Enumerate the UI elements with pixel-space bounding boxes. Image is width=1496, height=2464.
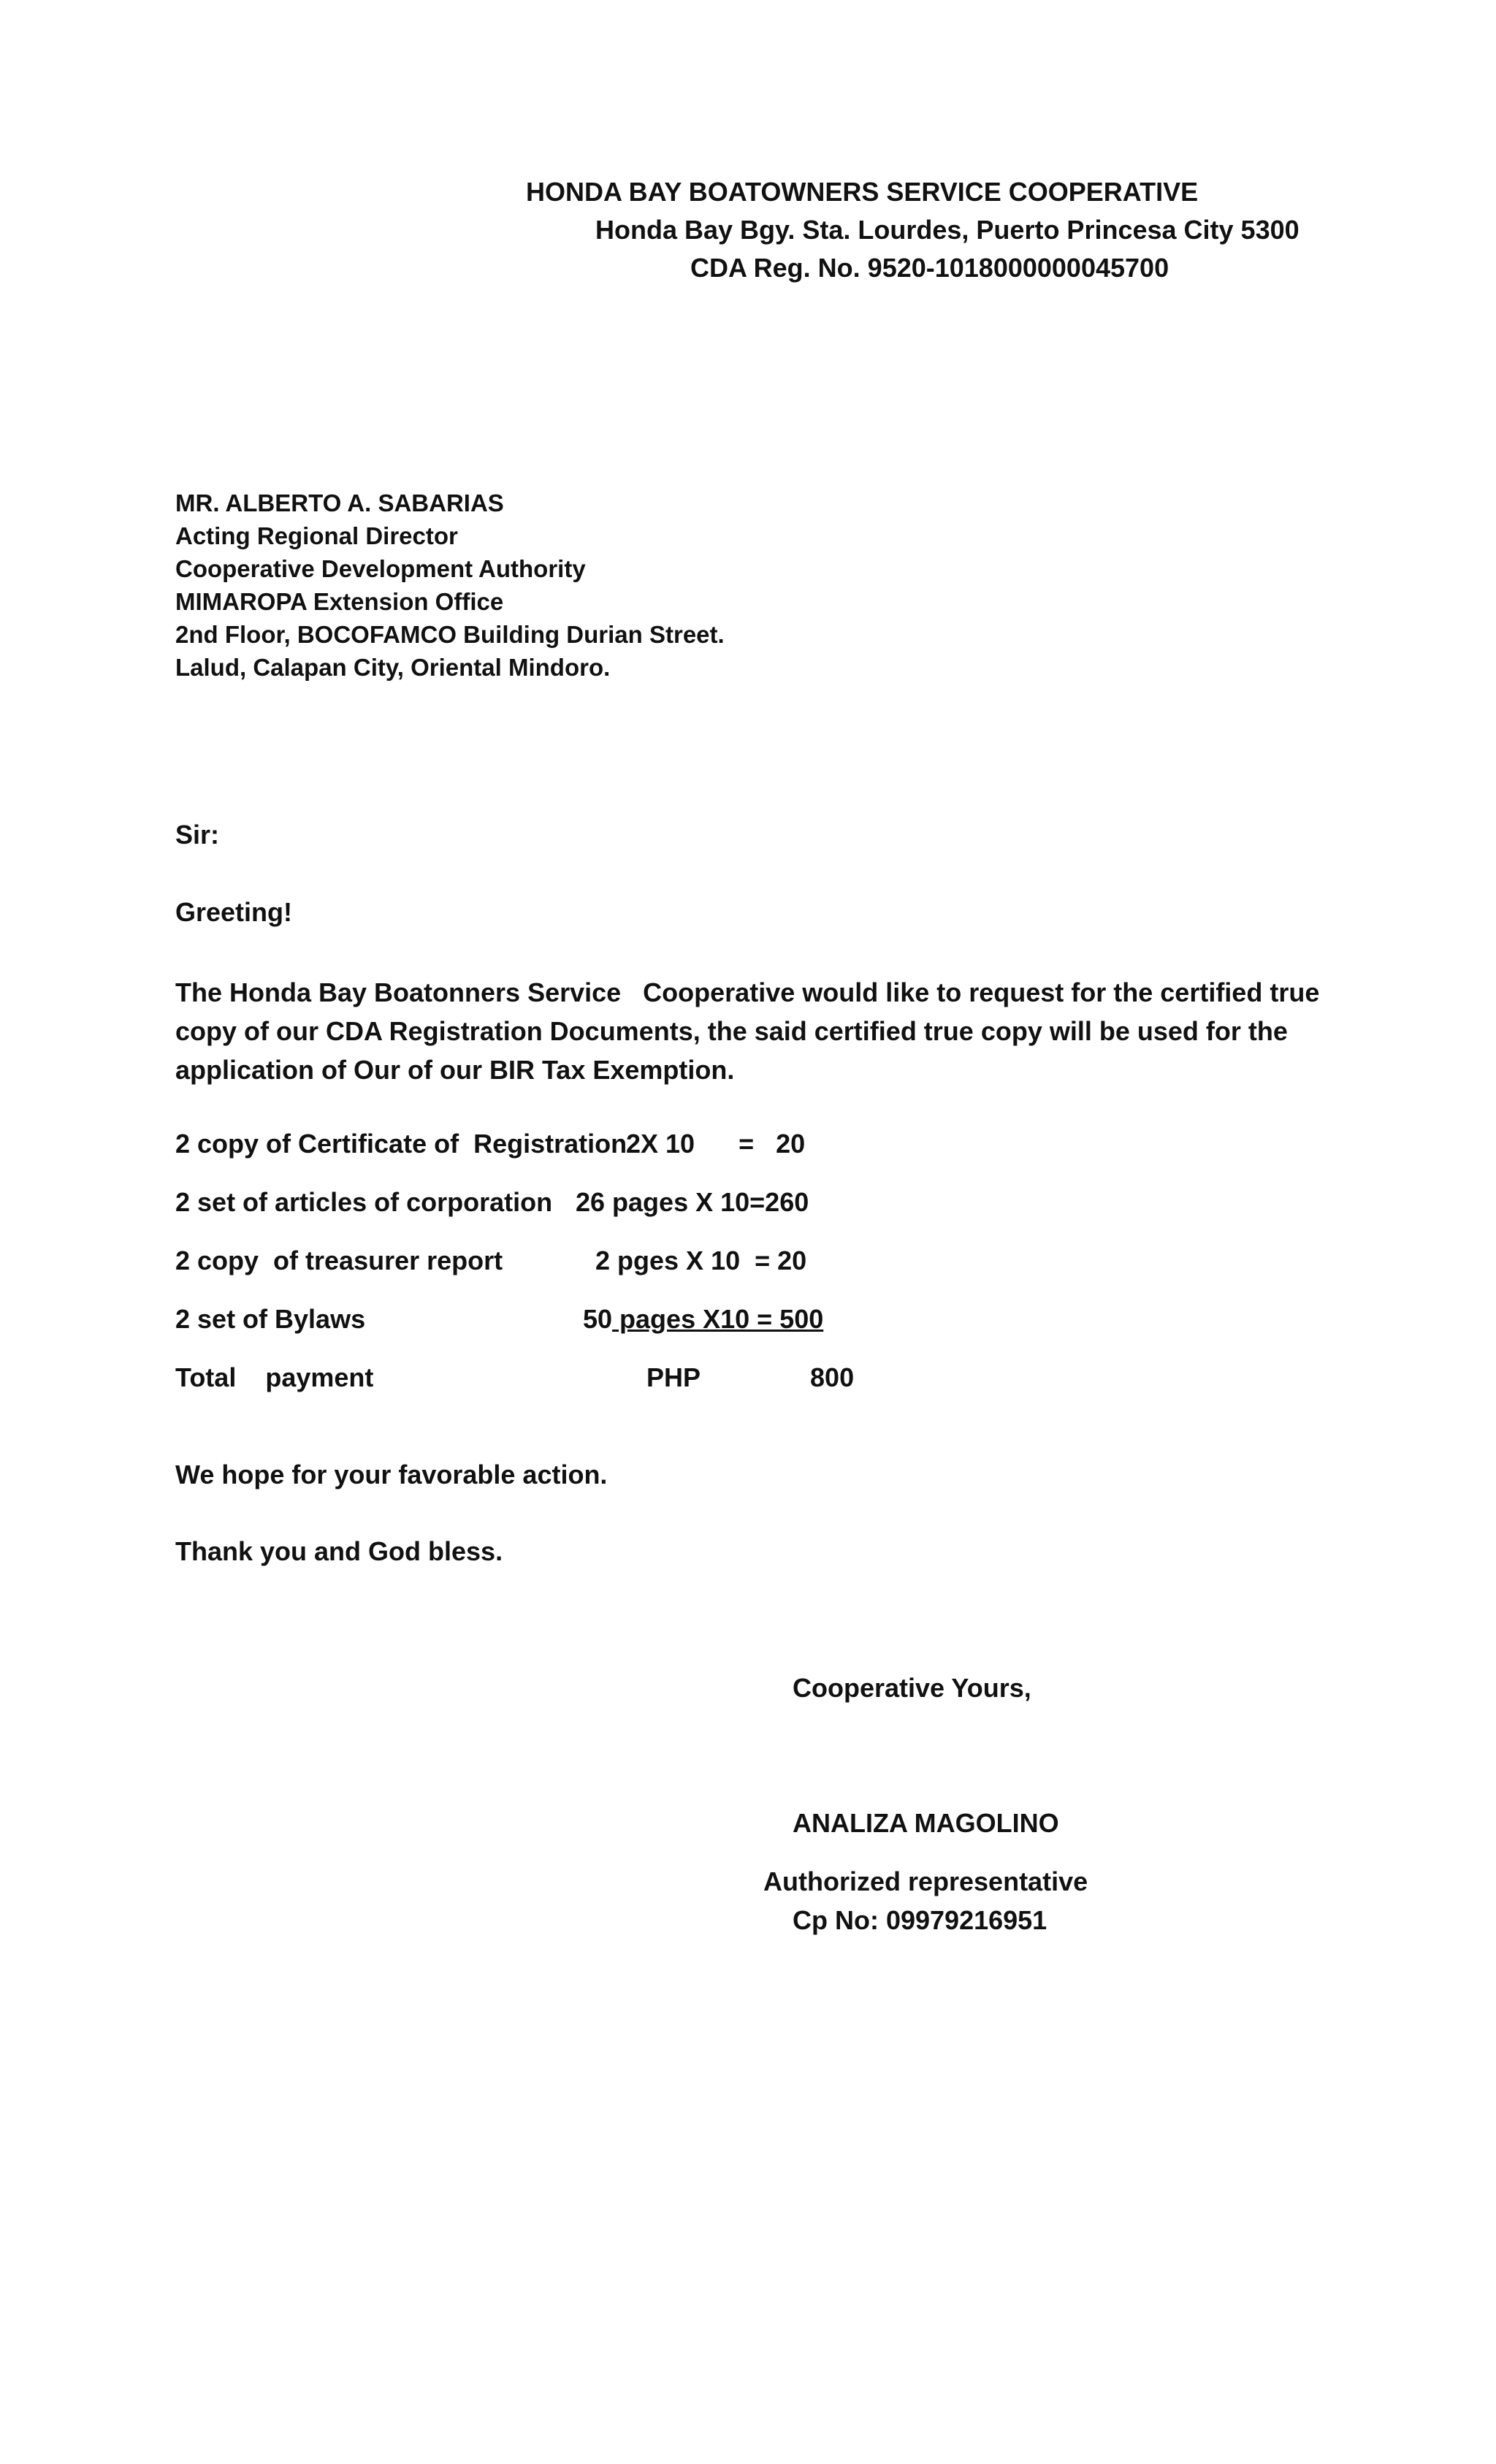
recipient-position: Acting Regional Director [175, 522, 458, 549]
item-calculation: 2X 10 = 20 [626, 1129, 806, 1159]
total-payment-row [175, 1362, 1052, 1397]
item-calc-underlined: pages X10 = 500 [612, 1304, 824, 1334]
paragraph-line: application of Our of our BIR Tax Exemption. [175, 1055, 735, 1085]
closing-line: Thank you and God bless. [175, 1536, 503, 1566]
item-label: 2 set of Bylaws [175, 1304, 366, 1334]
signatory-title: Authorized representative [763, 1866, 1088, 1896]
recipient-address-line2: Lalud, Calapan City, Oriental Mindoro. [175, 654, 611, 681]
item-label: 2 set of articles of corporation [175, 1187, 553, 1217]
item-calculation [583, 1304, 823, 1335]
item-calc-prefix: 50 [583, 1304, 613, 1334]
signatory-contact: Cp No: 09979216951 [793, 1905, 1047, 1935]
total-amount: 800 [810, 1362, 855, 1392]
recipient-block [175, 487, 725, 684]
recipient-address-line1: 2nd Floor, BOCOFAMCO Building Durian Street. [175, 621, 725, 648]
recipient-agency: Cooperative Development Authority [175, 555, 586, 582]
letterhead-address: Honda Bay Bgy. Sta. Lourdes, Puerto Princesa City 5300 [595, 215, 1300, 245]
item-row-certificate [175, 1129, 1052, 1164]
total-label: Total payment [175, 1362, 374, 1392]
paragraph-line: The Honda Bay Boatonners Service Cooperative would like to request for the certified true [175, 977, 1320, 1007]
closing-line: We hope for your favorable action. [175, 1460, 608, 1490]
item-row-bylaws [175, 1304, 1052, 1339]
recipient-office: MIMAROPA Extension Office [175, 588, 504, 615]
greeting: Greeting! [175, 897, 293, 927]
paragraph-line: copy of our CDA Registration Documents, the said certified true copy will be used for the [175, 1016, 1288, 1046]
signature-closing: Cooperative Yours, [793, 1673, 1031, 1703]
item-row-treasurer-report [175, 1246, 1052, 1281]
salutation: Sir: [175, 820, 220, 850]
item-calculation: 26 pages X 10=260 [576, 1187, 809, 1217]
item-calculation: 2 pges X 10 = 20 [595, 1246, 807, 1275]
letterhead-registration: CDA Reg. No. 9520-1018000000045700 [690, 253, 1169, 283]
letterhead-organization: HONDA BAY BOATOWNERS SERVICE COOPERATIVE [526, 177, 1199, 207]
item-label: 2 copy of Certificate of Registration [175, 1129, 627, 1159]
signatory-name: ANALIZA MAGOLINO [793, 1808, 1059, 1838]
item-row-articles [175, 1187, 1052, 1222]
request-paragraph [175, 973, 1359, 1089]
recipient-name: MR. ALBERTO A. SABARIAS [175, 489, 504, 516]
total-value [646, 1362, 854, 1393]
total-currency: PHP [646, 1362, 701, 1392]
item-label: 2 copy of treasurer report [175, 1246, 503, 1275]
